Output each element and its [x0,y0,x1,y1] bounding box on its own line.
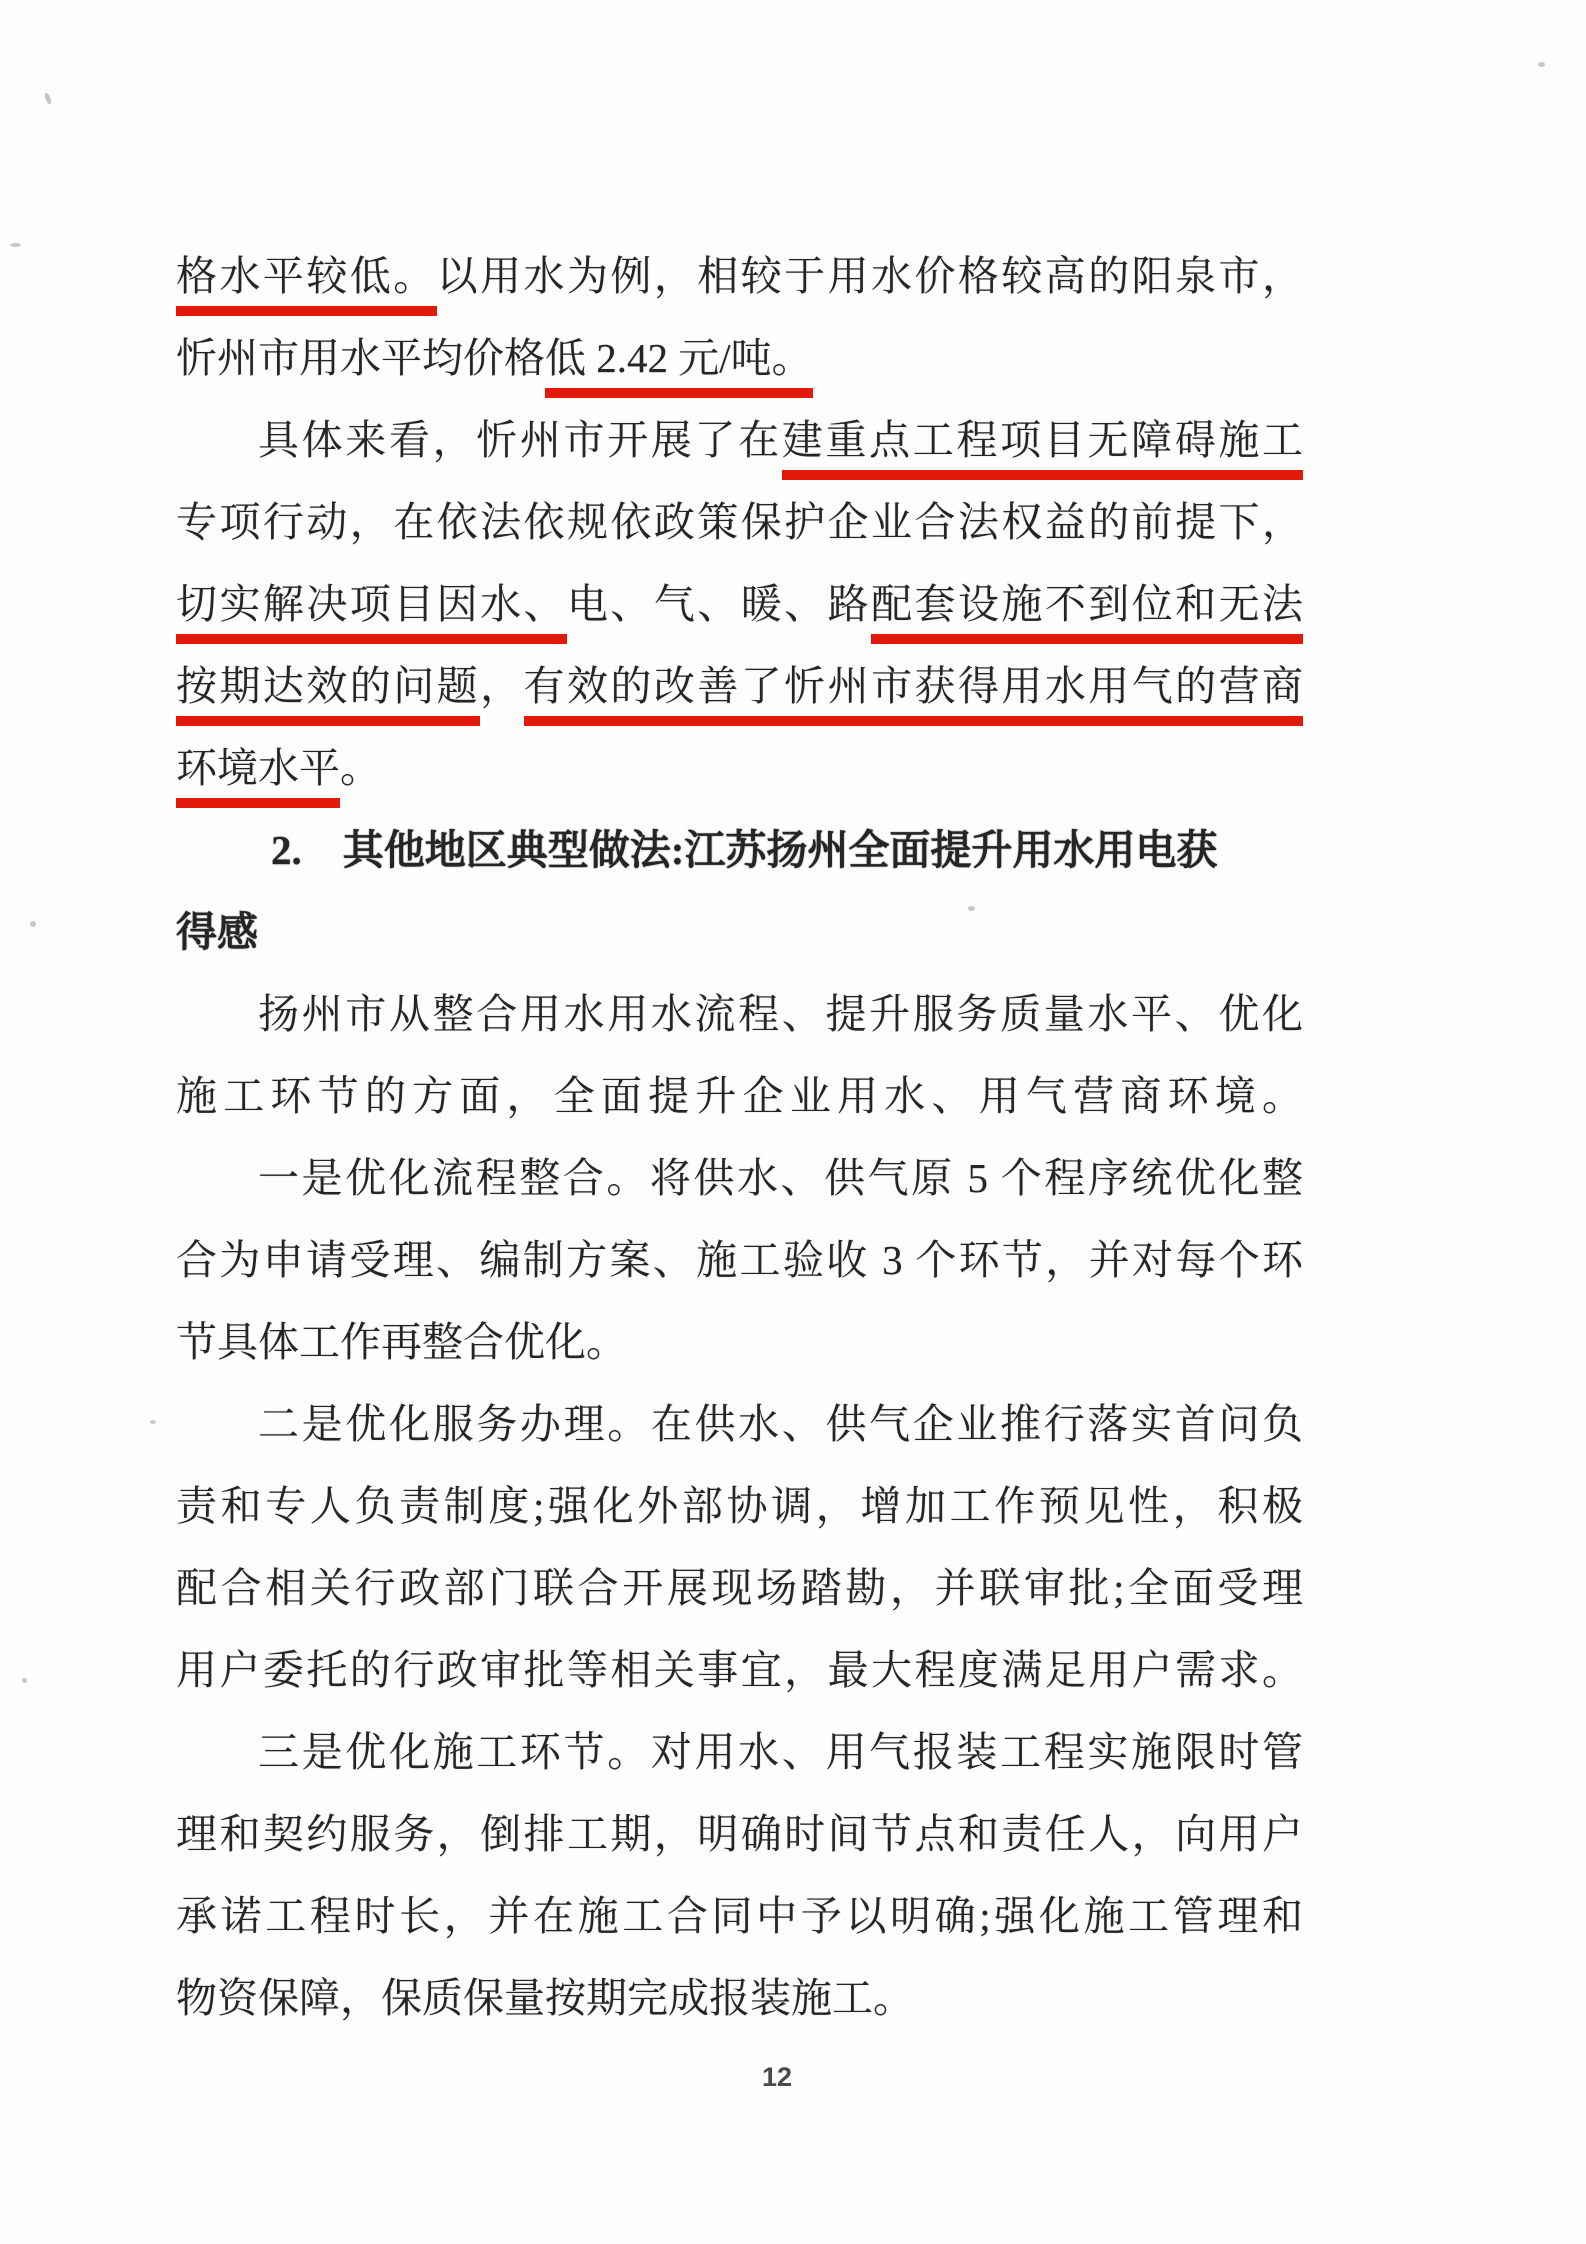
text-line [176,399,1303,481]
text-segment: 扬州市从整合用水用水流程、提升服务质量水平、优化 [258,991,1303,1037]
text-segment: 承诺工程时长，并在施工合同中予以明确;强化施工管理和 [176,1893,1303,1939]
text-line [176,481,1303,563]
red-underlined-text: 切实解决项目因水、 [176,581,567,644]
text-segment: 合为申请受理、编制方案、施工验收 3 个环节，并对每个环 [176,1237,1303,1283]
text-segment: 。 [340,745,381,791]
red-underlined-text: 有效的改善了忻州市获得用水用气的营商 [524,663,1303,726]
text-segment: 责和专人负责制度;强化外部协调，增加工作预见性，积极 [176,1483,1303,1529]
text-segment: 具体来看，忻州市开展了在 [258,417,782,463]
text-line [176,1957,1303,2039]
scan-speck [1538,62,1545,67]
text-line [176,1711,1303,1793]
scan-speck [22,1678,27,1683]
text-segment: 理和契约服务，倒排工期，明确时间节点和责任人，向用户 [176,1811,1303,1857]
text-line [176,1629,1303,1711]
text-line [176,1383,1303,1465]
red-underlined-text: 配套设施不到位和无法 [871,581,1303,644]
text-line [176,727,1303,809]
text-segment: 用户委托的行政审批等相关事宜，最大程度满足用户需求。 [176,1647,1303,1693]
text-segment: 二是优化服务办理。在供水、供气企业推行落实首问负 [258,1401,1303,1447]
text-line [176,1137,1303,1219]
text-line [176,563,1303,645]
text-line [176,645,1303,727]
text-line [176,1547,1303,1629]
red-underlined-text: 按期达效的问题 [176,663,480,726]
text-line [176,1875,1303,1957]
text-line [176,317,1303,399]
text-segment: 以用水为例，相较于用水价格较高的阳泉市， [436,253,1303,299]
page-number: 12 [761,2062,793,2092]
text-segment: 节具体工作再整合优化。 [176,1319,627,1365]
text-segment: 电、气、暖、路 [566,581,872,627]
red-underlined-text: 格水平较低。 [176,253,437,316]
text-segment: 配合相关行政部门联合开展现场踏勘，并联审批;全面受理 [176,1565,1303,1611]
scan-speck [150,1420,156,1424]
text-block [176,235,1303,2039]
scan-speck [10,243,21,247]
text-segment: 忻州市用水平均价格 [176,335,545,381]
text-line [176,1793,1303,1875]
scan-speck [30,921,36,927]
section-heading-line [176,809,1303,891]
red-underlined-text: 建重点工程项目无障碍施工 [782,417,1303,480]
text-segment: 得感 [176,909,258,955]
section-heading-line [176,891,1303,973]
red-underlined-text: 低 2.42 元/吨。 [545,335,813,398]
text-segment: 2. 其他地区典型做法:江苏扬州全面提升用水用电获 [271,827,1218,873]
text-segment: 专项行动，在依法依规依政策保护企业合法权益的前提下， [176,499,1303,545]
red-underlined-text: 环境水平 [176,745,340,808]
text-segment: ， [480,663,524,709]
text-line [176,1219,1303,1301]
text-line [176,1301,1303,1383]
text-line [176,235,1303,317]
text-segment: 一是优化流程整合。将供水、供气原 5 个程序统优化整 [258,1155,1303,1201]
text-line [176,973,1303,1055]
text-segment: 物资保障，保质保量按期完成报装施工。 [176,1975,914,2021]
scan-speck [44,92,53,105]
text-segment: 三是优化施工环节。对用水、用气报装工程实施限时管 [258,1729,1303,1775]
text-line [176,1465,1303,1547]
text-line [176,1055,1303,1137]
text-segment: 施工环节的方面，全面提升企业用水、用气营商环境。 [176,1073,1303,1119]
